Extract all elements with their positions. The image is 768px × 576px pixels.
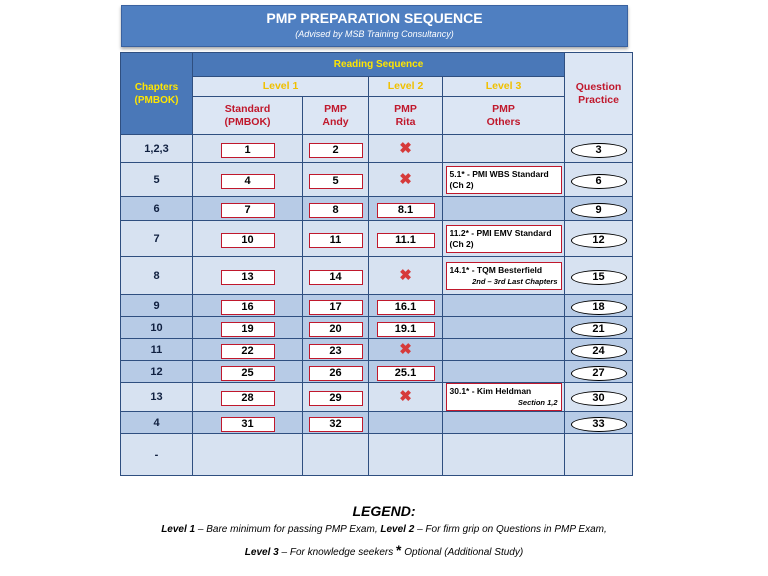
level1-header: Level 1 [193,77,369,97]
sequence-number-box: 8.1 [377,203,435,218]
col-standard-label: Standard (PMBOK) [224,102,271,128]
legend-line-2 [0,542,768,558]
chapter-cell: 6 [121,197,193,221]
chapter-cell: 12 [121,361,193,383]
rita-cell [369,412,443,434]
sequence-number-box: 8 [309,203,363,218]
others-cell [443,257,565,295]
legend-title: LEGEND: [352,503,416,519]
andy-cell [303,295,369,317]
table-row [121,257,633,295]
sequence-number-box: 4 [221,174,275,189]
table-row [121,163,633,197]
rita-cell [369,339,443,361]
table-row [121,383,633,412]
level2-header: Level 2 [369,77,443,97]
legend-level3-text: – For knowledge seekers [278,547,396,558]
col-rita-header [369,97,443,135]
question-practice-oval: 12 [571,233,627,248]
question-practice-label: Question Practice [575,80,622,106]
rita-cell [369,221,443,257]
rita-cell [369,197,443,221]
sequence-number-box: 16.1 [377,300,435,315]
chapters-header-label: Chapters (PMBOK) [134,81,179,106]
question-practice-oval: 27 [571,366,627,381]
question-practice-oval: 15 [571,270,627,285]
title-banner [121,5,628,47]
standard-cell [193,295,303,317]
sequence-number-box: 25.1 [377,366,435,381]
rita-cell [369,317,443,339]
standard-cell [193,412,303,434]
rita-cell [369,135,443,163]
cross-icon: ✖ [399,170,412,188]
sequence-number-box: 23 [309,344,363,359]
question-cell [565,434,633,476]
question-practice-oval: 21 [571,322,627,337]
standard-cell [193,135,303,163]
table-row [121,317,633,339]
chapter-cell: 4 [121,412,193,434]
standard-cell [193,317,303,339]
chapter-cell: 13 [121,383,193,412]
table-row [121,221,633,257]
sequence-number-box: 31 [221,417,275,432]
note-text: 30.1* - Kim Heldman [449,386,532,396]
legend-level1-text: – Bare minimum for passing PMP Exam, [195,524,381,535]
reading-sequence-header: Reading Sequence [193,53,565,77]
standard-cell [193,383,303,412]
sequence-number-box: 7 [221,203,275,218]
chapter-cell: 5 [121,163,193,197]
page-subtitle: (Advised by MSB Training Consultancy) [295,29,454,39]
table-row [121,197,633,221]
sequence-number-box: 26 [309,366,363,381]
sequence-number-box: 19 [221,322,275,337]
andy-cell [303,339,369,361]
sequence-number-box: 17 [309,300,363,315]
others-cell [443,317,565,339]
standard-cell [193,361,303,383]
legend-line-1 [0,524,768,535]
chapter-cell: - [121,434,193,476]
chapter-cell: 7 [121,221,193,257]
question-cell [565,383,633,412]
chapter-cell: 10 [121,317,193,339]
question-cell [565,295,633,317]
optional-reading-note [446,383,562,411]
rita-cell [369,295,443,317]
question-cell [565,361,633,383]
rita-cell [369,383,443,412]
standard-cell [193,221,303,257]
question-practice-header [565,53,633,135]
standard-cell [193,434,303,476]
andy-cell [303,434,369,476]
sequence-number-box: 11.1 [377,233,435,248]
table-row [121,412,633,434]
others-cell [443,163,565,197]
others-cell [443,135,565,163]
sequence-number-box: 10 [221,233,275,248]
legend-level2-label: Level 2 [380,524,415,535]
sequence-number-box: 2 [309,143,363,158]
sequence-number-box: 29 [309,391,363,406]
question-practice-oval: 6 [571,174,627,189]
sequence-number-box: 19.1 [377,322,435,337]
question-cell [565,221,633,257]
cross-icon: ✖ [399,388,412,405]
andy-cell [303,412,369,434]
sequence-number-box: 14 [309,270,363,285]
col-rita-label: PMP Rita [394,102,417,128]
sequence-number-box: 13 [221,270,275,285]
page-title: PMP PREPARATION SEQUENCE [266,10,483,26]
rita-cell [369,257,443,295]
andy-cell [303,163,369,197]
sequence-number-box: 28 [221,391,275,406]
note-text: 11.2* - PMI EMV Standard (Ch 2) [449,227,552,249]
legend-level1-label: Level 1 [161,524,196,535]
col-andy-header [303,97,369,135]
question-practice-oval: 30 [571,391,627,406]
sequence-number-box: 11 [309,233,363,248]
others-cell [443,295,565,317]
note-text: 5.1* - PMI WBS Standard (Ch 2) [449,168,549,190]
note-subtext: Section 1,2 [517,398,558,407]
andy-cell [303,221,369,257]
rita-cell [369,361,443,383]
table-row [121,295,633,317]
optional-star: * [396,542,402,558]
chapter-cell: 11 [121,339,193,361]
question-cell [565,197,633,221]
chapter-cell: 9 [121,295,193,317]
sequence-number-box: 20 [309,322,363,337]
andy-cell [303,317,369,339]
legend-level2-text: – For firm grip on Questions in PMP Exam, [414,524,607,535]
standard-cell [193,197,303,221]
col-andy-label: PMP Andy [322,102,349,128]
standard-cell [193,339,303,361]
col-others-header [443,97,565,135]
rita-cell [369,434,443,476]
legend-optional-text: Optional (Additional Study) [401,547,524,558]
legend-level3-label: Level 3 [244,547,279,558]
table-row [121,135,633,163]
cross-icon: ✖ [399,266,412,284]
sequence-table [120,52,633,476]
question-practice-oval: 33 [571,417,627,432]
sequence-number-box: 32 [309,417,363,432]
rita-cell [369,163,443,197]
level3-header: Level 3 [443,77,565,97]
question-cell [565,135,633,163]
question-practice-oval: 18 [571,300,627,315]
table-row [121,361,633,383]
note-text: 14.1* - TQM Besterfield [449,264,543,275]
andy-cell [303,135,369,163]
chapters-header [121,53,193,135]
question-practice-oval: 24 [571,344,627,359]
table-row [121,339,633,361]
note-subtext: 2nd – 3rd Last Chapters [472,276,558,286]
others-cell [443,383,565,412]
optional-reading-note [446,262,562,290]
sequence-number-box: 16 [221,300,275,315]
col-others-label: PMP Others [486,102,521,128]
others-cell [443,412,565,434]
question-practice-oval: 3 [571,143,627,158]
table-row [121,434,633,476]
cross-icon: ✖ [399,340,412,358]
others-cell [443,434,565,476]
standard-cell [193,257,303,295]
sequence-number-box: 5 [309,174,363,189]
sequence-number-box: 22 [221,344,275,359]
others-cell [443,221,565,257]
optional-reading-note [446,225,562,253]
others-cell [443,339,565,361]
question-cell [565,412,633,434]
question-cell [565,163,633,197]
sequence-number-box: 25 [221,366,275,381]
sequence-number-box: 1 [221,143,275,158]
chapter-cell: 8 [121,257,193,295]
andy-cell [303,257,369,295]
andy-cell [303,361,369,383]
question-practice-oval: 9 [571,203,627,218]
standard-cell [193,163,303,197]
cross-icon: ✖ [399,139,412,157]
question-cell [565,257,633,295]
others-cell [443,361,565,383]
question-cell [565,317,633,339]
chapter-cell: 1,2,3 [121,135,193,163]
col-standard-header [193,97,303,135]
optional-reading-note [446,166,562,194]
others-cell [443,197,565,221]
question-cell [565,339,633,361]
andy-cell [303,197,369,221]
andy-cell [303,383,369,412]
